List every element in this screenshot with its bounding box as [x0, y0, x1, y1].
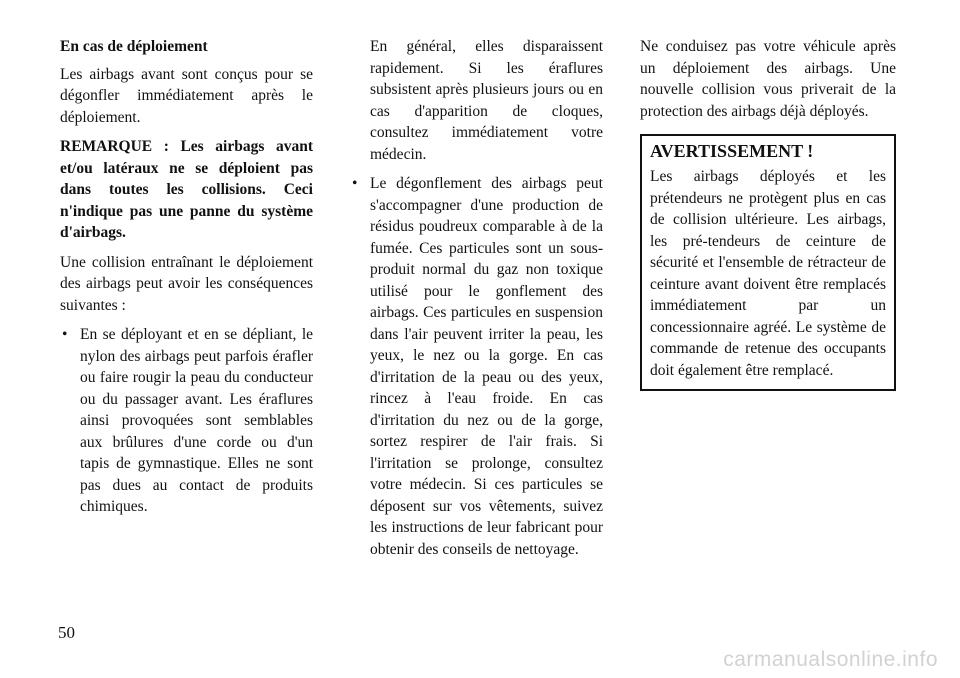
paragraph: Les airbags avant sont conçus pour se dégonfler immédiatement après le déploiement. — [60, 65, 313, 126]
section-heading: En cas de déploiement — [60, 38, 208, 55]
warning-text: Les airbags déployés et les prétendeurs ne protègent plus en cas de collision ultérieure. Les airbags, les pré-tendeurs de ceinture de sécurité et l'ensemble de rétracteur de ceinture avant doivent être remplacés immédiatement par un concessionnaire agréé. Le système de commande de retenue des occupants doit également être remplacé. — [650, 168, 886, 379]
consequence-list-continued — [350, 36, 603, 560]
column-middle — [350, 36, 603, 568]
paragraph: Une collision entraînant le déploiement des airbags peut avoir les conséquences suivantes : — [60, 253, 313, 314]
list-item: • En se déployant et en se dépliant, le nylon des airbags peut parfois érafler ou faire rougir la peau du conducteur ou du passager avant. Les éraflures ainsi provoquées sont semblables aux brûlures d'une corde ou d'un tapis de gymnastique. Elles ne sont pas dues au contact de produits chimiques. — [60, 324, 313, 518]
remark-note: REMARQUE : Les airbags avant et/ou latéraux ne se déploient pas dans toutes les collisions. Ceci n'indique pas une panne du système d'airbags. — [60, 138, 313, 241]
warning-box — [640, 134, 896, 391]
list-item: • Le dégonflement des airbags peut s'accompagner d'une production de résidus poudreux comparable à de la fumée. Ces particules sont un sous-produit normal du gaz non toxique utilisé pour le gonflement des airbags. Ces particules en suspension dans l'air peuvent irriter la peau, les yeux, le nez ou la gorge. En cas d'irritation de la peau ou des yeux, rincez à l'eau froide. En cas d'irritation du nez ou de la gorge, sortez respirer de l'air frais. Si l'irritation se prolonge, consultez votre médecin. Si ces particules se déposent sur vos vêtements, suivez les instructions de leur fabricant pour obtenir des conseils de nettoyage. — [350, 173, 603, 560]
column-left — [60, 36, 313, 526]
column-right — [640, 36, 896, 391]
consequence-list — [60, 324, 313, 518]
watermark: carmanualsonline.info — [723, 647, 938, 671]
page-number: 50 — [58, 623, 75, 642]
paragraph: Ne conduisez pas votre véhicule après un déploiement des airbags. Une nouvelle collision vous priverait de la protection des airbags déjà déployés. — [640, 38, 896, 120]
list-item-continuation: En général, elles disparaissent rapidement. Si les éraflures subsistent après plusieurs jours ou en cas d'apparition de cloques, consultez immédiatement votre médecin. — [370, 38, 603, 163]
warning-title: AVERTISSEMENT ! — [650, 141, 814, 161]
